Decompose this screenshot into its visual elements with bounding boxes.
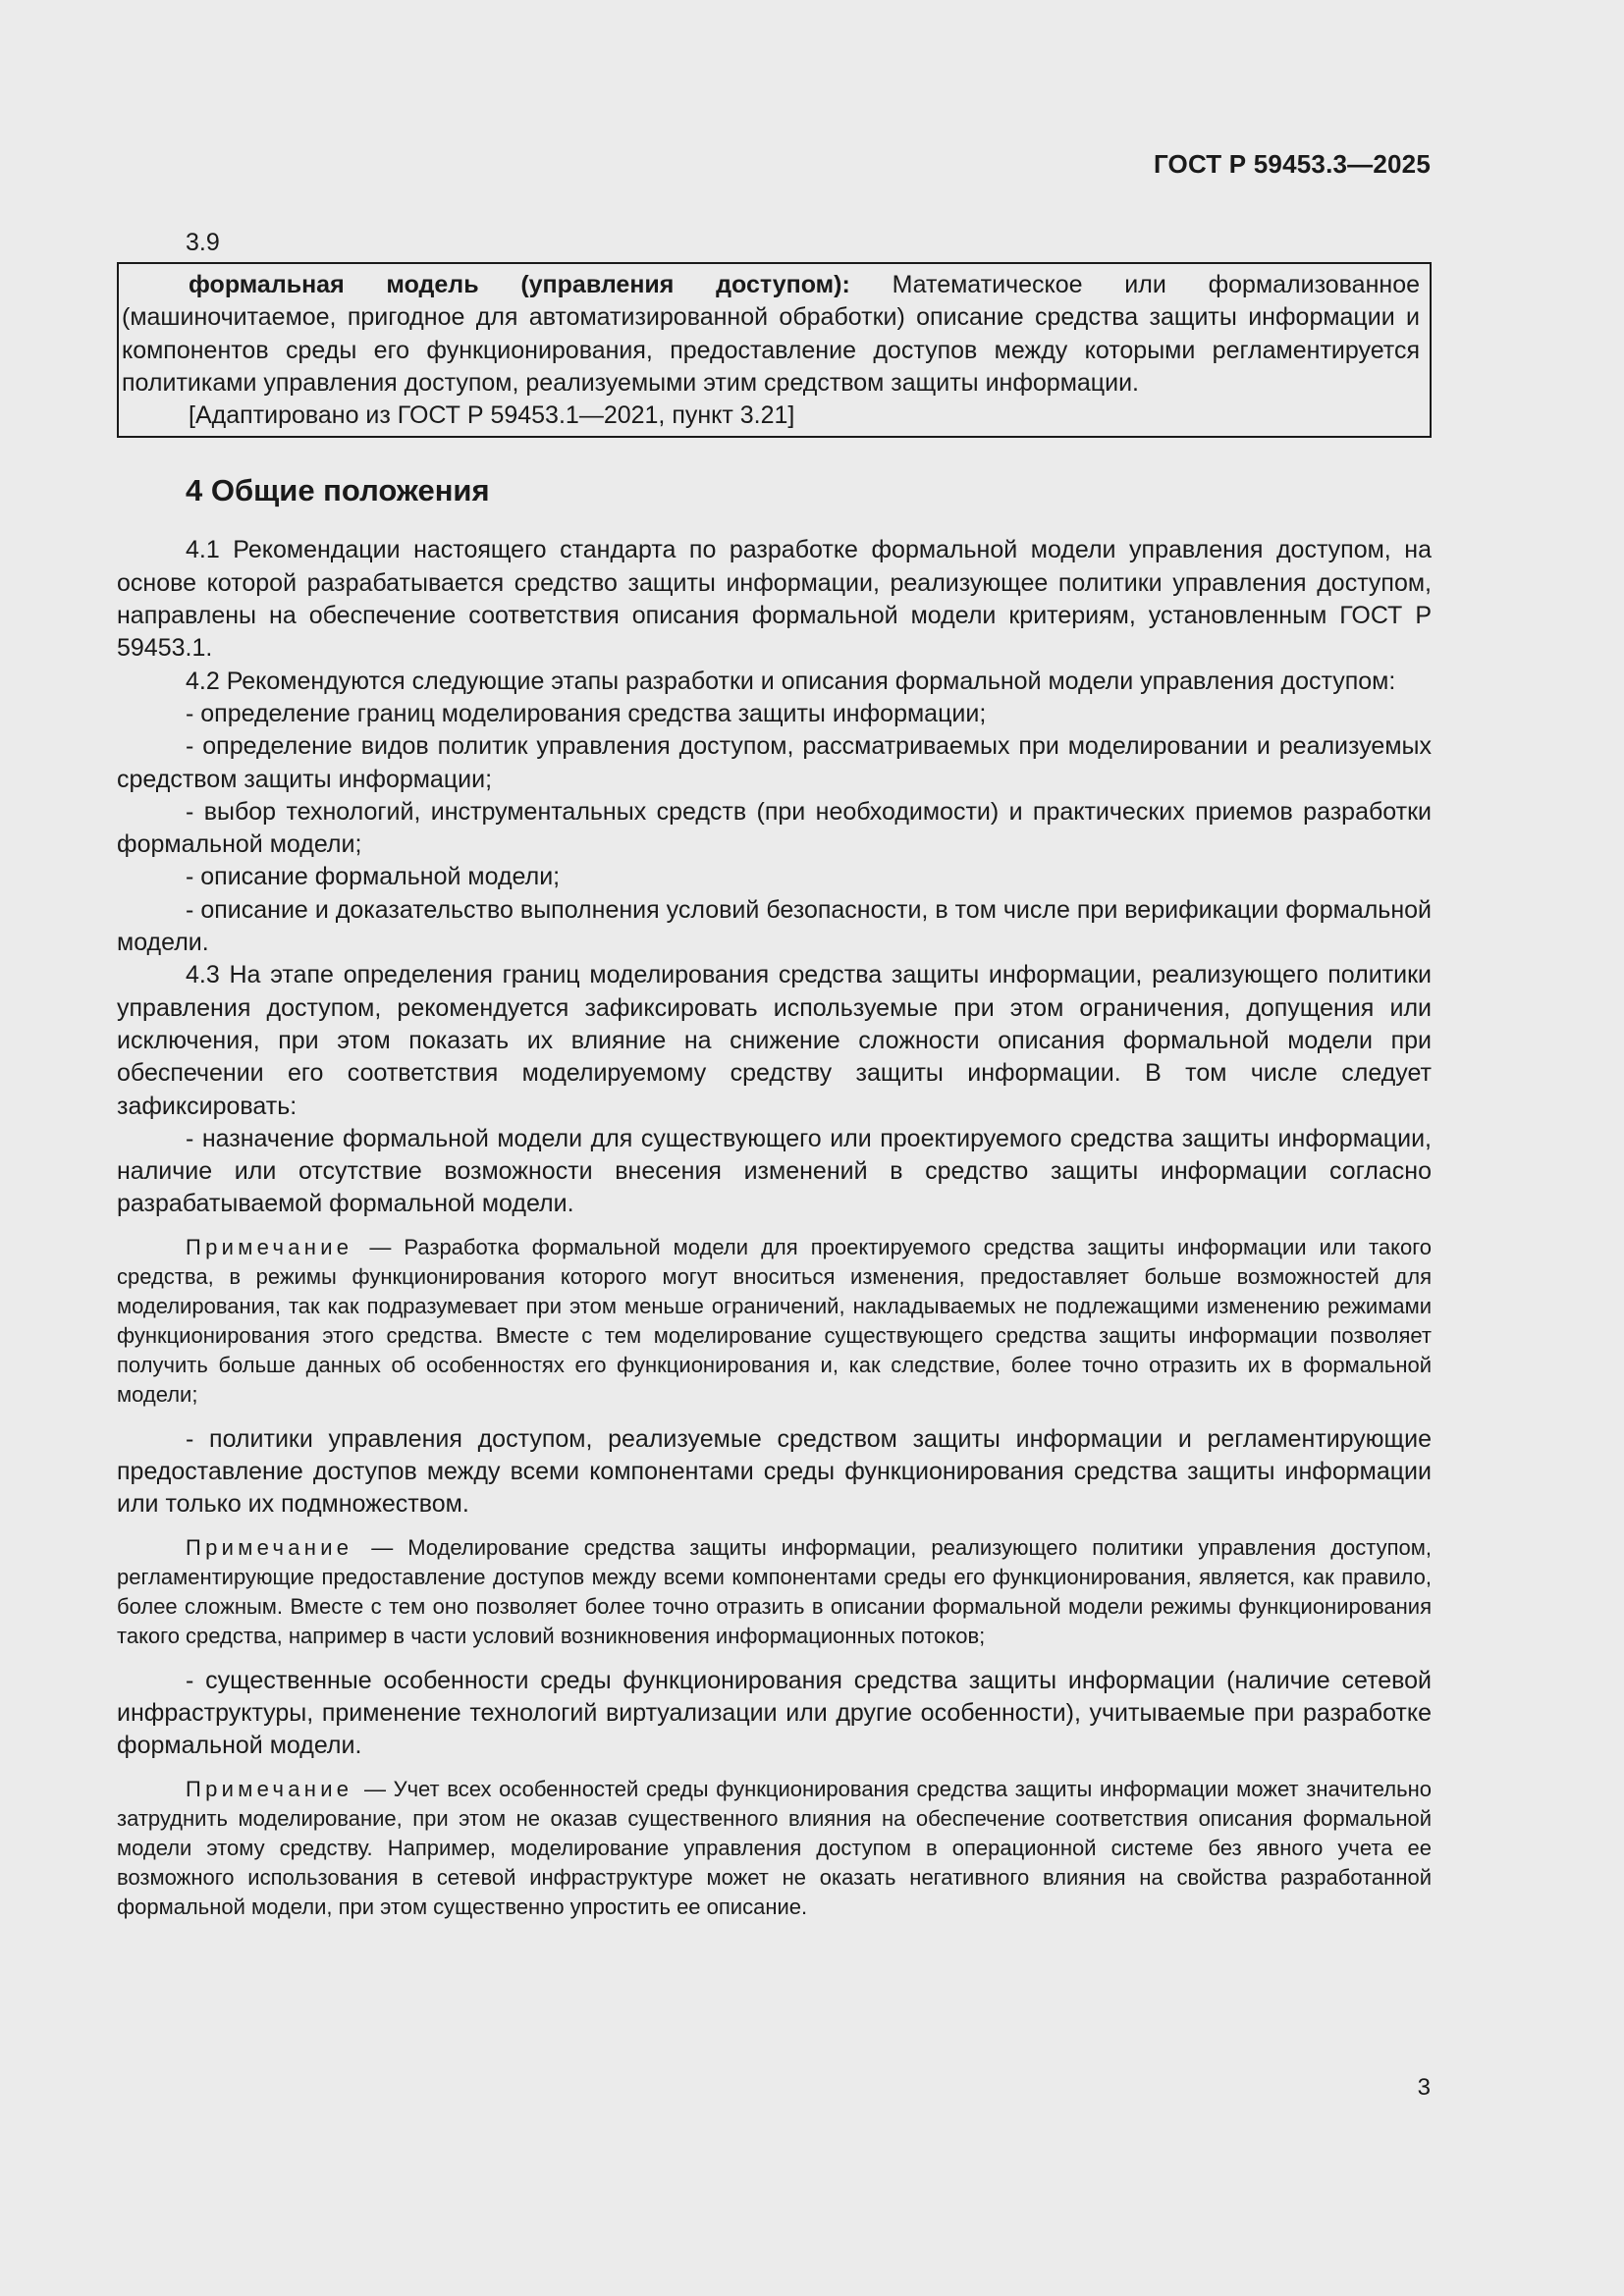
page-content (117, 226, 1432, 1936)
list-item: - описание и доказательство выполнения условий безопасности, в том числе при верификации формальной модели. (117, 895, 1432, 957)
list-item: - выбор технологий, инструментальных средств (при необходимости) и практических приемов разработки формальной модели; (117, 797, 1432, 859)
note (117, 1533, 1432, 1651)
list-item: - политики управления доступом, реализуемые средством защиты информации и регламентирующие предоставление доступов между всеми компонентами среды функционирования средства защиты информации или только их подмножеством. (117, 1424, 1432, 1519)
list-item: - определение видов политик управления доступом, рассматриваемых при моделировании и реализуемых средством защиты информации; (117, 732, 1432, 793)
definition-box (117, 262, 1432, 438)
note-label: Примечание (186, 1776, 353, 1801)
note-label: Примечание (186, 1234, 353, 1259)
paragraph-4-2: 4.2 Рекомендуются следующие этапы разработки и описания формальной модели управления доступом: (186, 667, 1396, 695)
note (117, 1233, 1432, 1410)
definition-source: [Адаптировано из ГОСТ Р 59453.1—2021, пункт 3.21] (189, 401, 795, 430)
note-text: — Учет всех особенностей среды функционирования средства защиты информации может значительно затруднить моделирование, при этом не оказав существенного влияния на обеспечение соответствия описания формальной модели этому средству. Например, моделирование управления доступом в операционной системе без явного учета ее возможного использования в сетевой инфраструктуре может не оказать негативного влияния на свойства разработанной формальной модели, при этом существенно упростить ее описание. (117, 1776, 1432, 1919)
note-text: — Разработка формальной модели для проектируемого средства защиты информации или такого средства, в режимы функционирования которого могут вноситься изменения, предоставляет больше возможностей для моделирования, так как подразумевает при этом меньше ограничений, накладываемых не подлежащими изменению режимами функционирования этого средства. Вместе с тем моделирование существующего средства защиты информации позволяет получить больше данных об особенностях его функционирования и, как следствие, более точно отразить их в формальной модели; (117, 1234, 1432, 1407)
note-label: Примечание (186, 1534, 353, 1560)
list-item: - описание формальной модели; (186, 863, 561, 891)
list-item: - определение границ моделирования средства защиты информации; (186, 699, 987, 727)
section-body (117, 534, 1432, 1921)
document-header: ГОСТ Р 59453.3—2025 (1153, 149, 1431, 179)
section-title: 4 Общие положения (186, 473, 490, 508)
definition-term: формальная модель (управления доступом): (189, 271, 850, 298)
definition-text (122, 269, 1420, 400)
definition-body: Математическое или формализованное (машиночитаемое, пригодное для автоматизированной обработки) описание средства защиты информации и компонентов среды его функционирования, предоставление доступов между которыми регламентируется политиками управления доступом, реализуемыми этим средством защиты информации. (122, 271, 1420, 397)
paragraph-4-1: 4.1 Рекомендации настоящего стандарта по разработке формальной модели управления доступом, на основе которой разрабатывается средство защиты информации, реализующее политики управления доступом, направлены на обеспечение соответствия описания формальной модели критериям, установленным ГОСТ Р 59453.1. (117, 536, 1432, 663)
list-item: - существенные особенности среды функционирования средства защиты информации (наличие сетевой инфраструктуры, применение технологий виртуализации или другие особенности), учитываемые при разработке формальной модели. (117, 1666, 1432, 1760)
note (117, 1775, 1432, 1922)
note-text: — Моделирование средства защиты информации, реализующего политики управления доступом, регламентирующие предоставление доступов между всеми компонентами среды его функционирования, является, как правило, более сложным. Вместе с тем оно позволяет более точно отразить в описании формальной модели режимы функционирования такого средства, например в части условий возникновения информационных потоков; (117, 1534, 1432, 1648)
clause-number: 3.9 (186, 229, 220, 256)
page-number: 3 (1417, 2074, 1431, 2101)
paragraph-4-3: 4.3 На этапе определения границ моделирования средства защиты информации, реализующего политики управления доступом, рекомендуется зафиксировать используемые при этом ограничения, допущения или исключения, при этом показать их влияние на снижение сложности описания формальной модели при обеспечении его соответствия моделируемому средству защиты информации. В том числе следует зафиксировать: (117, 961, 1432, 1120)
list-item: - назначение формальной модели для существующего или проектируемого средства защиты информации, наличие или отсутствие возможности внесения изменений в средство защиты информации согласно разрабатываемой формальной модели. (117, 1124, 1432, 1218)
